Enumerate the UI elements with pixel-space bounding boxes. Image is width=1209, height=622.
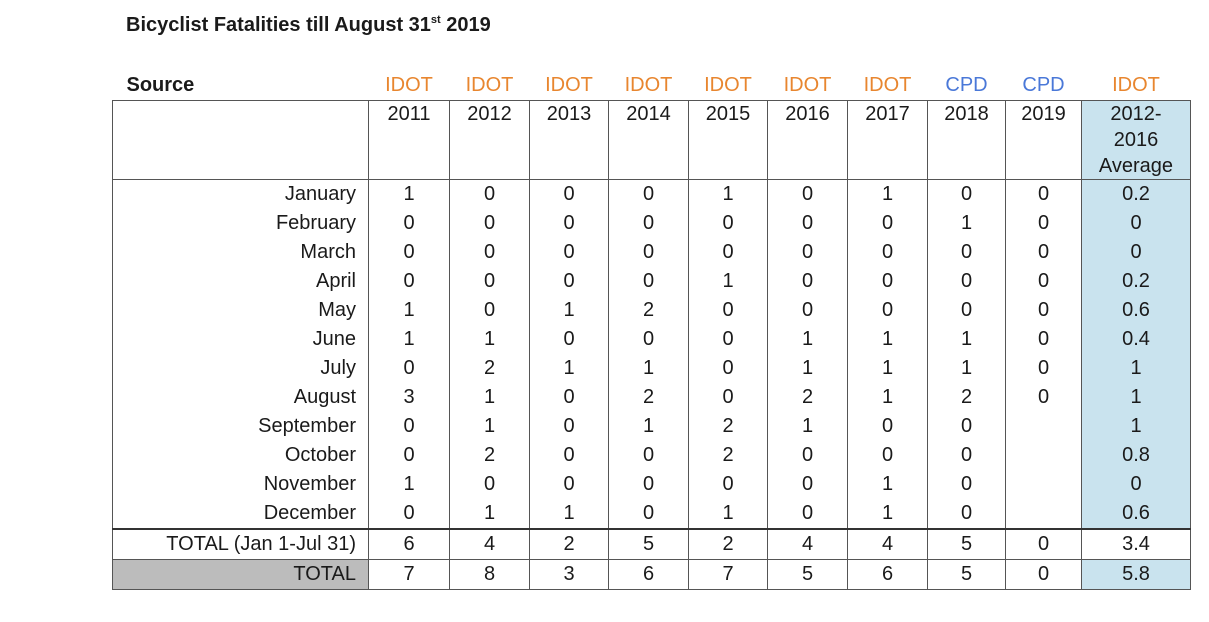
value-cell: 0 xyxy=(369,354,450,383)
month-label: September xyxy=(113,412,369,441)
average-header-line: 2016 xyxy=(1113,129,1159,151)
total-average: 5.8 xyxy=(1082,560,1191,590)
total-value: 3 xyxy=(530,560,609,590)
value-cell: 0 xyxy=(1006,180,1082,210)
value-cell: 0 xyxy=(450,470,530,499)
value-cell: 0 xyxy=(848,209,928,238)
month-row xyxy=(113,470,1191,499)
value-cell: 0 xyxy=(369,412,450,441)
value-cell: 0 xyxy=(928,238,1006,267)
month-row xyxy=(113,180,1191,210)
source-cell: IDOT xyxy=(465,74,514,96)
value-cell: 0 xyxy=(1006,238,1082,267)
value-cell: 2 xyxy=(609,296,689,325)
source-cell: CPD xyxy=(945,74,988,96)
value-cell: 1 xyxy=(689,499,768,529)
value-cell: 1 xyxy=(928,354,1006,383)
year-header-row xyxy=(113,101,1191,180)
value-cell: 1 xyxy=(369,180,450,210)
value-cell: 0 xyxy=(1006,296,1082,325)
value-cell: 1 xyxy=(450,499,530,529)
value-cell: 0 xyxy=(689,209,768,238)
month-label: June xyxy=(113,325,369,354)
value-cell: 1 xyxy=(768,325,848,354)
average-cell: 0 xyxy=(1082,470,1191,499)
year-header: 2018 xyxy=(928,101,1006,180)
month-label: August xyxy=(113,383,369,412)
value-cell: 0 xyxy=(1006,209,1082,238)
value-cell: 0 xyxy=(1006,354,1082,383)
value-cell: 0 xyxy=(609,499,689,529)
value-cell: 1 xyxy=(768,354,848,383)
value-cell: 0 xyxy=(928,267,1006,296)
value-cell: 0 xyxy=(768,296,848,325)
value-cell: 2 xyxy=(450,354,530,383)
source-cell: IDOT xyxy=(783,74,832,96)
month-row xyxy=(113,441,1191,470)
value-cell: 1 xyxy=(530,354,609,383)
value-cell xyxy=(1006,499,1082,529)
value-cell xyxy=(1006,441,1082,470)
value-cell: 1 xyxy=(450,412,530,441)
value-cell: 0 xyxy=(928,296,1006,325)
value-cell: 2 xyxy=(450,441,530,470)
value-cell: 0 xyxy=(530,267,609,296)
month-row xyxy=(113,296,1191,325)
value-cell: 0 xyxy=(369,209,450,238)
partial-total-value: 0 xyxy=(1006,529,1082,560)
value-cell: 2 xyxy=(689,412,768,441)
value-cell: 1 xyxy=(848,180,928,210)
value-cell: 0 xyxy=(369,267,450,296)
average-cell: 1 xyxy=(1082,412,1191,441)
average-cell: 0 xyxy=(1082,238,1191,267)
value-cell: 0 xyxy=(530,238,609,267)
partial-total-value: 5 xyxy=(928,529,1006,560)
value-cell: 1 xyxy=(848,325,928,354)
value-cell: 0 xyxy=(1006,325,1082,354)
partial-total-value: 4 xyxy=(768,529,848,560)
source-row xyxy=(113,70,1191,101)
value-cell: 0 xyxy=(450,296,530,325)
value-cell: 0 xyxy=(1006,383,1082,412)
value-cell: 1 xyxy=(928,325,1006,354)
average-cell: 0 xyxy=(1082,209,1191,238)
value-cell: 0 xyxy=(768,238,848,267)
value-cell: 0 xyxy=(530,441,609,470)
value-cell: 0 xyxy=(689,354,768,383)
value-cell: 1 xyxy=(848,383,928,412)
month-label: March xyxy=(113,238,369,267)
month-row xyxy=(113,412,1191,441)
value-cell: 1 xyxy=(450,383,530,412)
partial-total-value: 2 xyxy=(689,529,768,560)
year-header: 2016 xyxy=(768,101,848,180)
value-cell: 0 xyxy=(369,441,450,470)
month-label: July xyxy=(113,354,369,383)
month-row xyxy=(113,499,1191,529)
value-cell: 0 xyxy=(530,180,609,210)
month-label: April xyxy=(113,267,369,296)
total-value: 7 xyxy=(689,560,768,590)
month-label: November xyxy=(113,470,369,499)
value-cell: 1 xyxy=(928,209,1006,238)
value-cell: 0 xyxy=(609,325,689,354)
value-cell: 3 xyxy=(369,383,450,412)
month-row xyxy=(113,354,1191,383)
value-cell: 0 xyxy=(928,441,1006,470)
source-cell: IDOT xyxy=(1112,74,1160,96)
value-cell: 0 xyxy=(689,238,768,267)
partial-total-value: 5 xyxy=(609,529,689,560)
partial-total-label: TOTAL (Jan 1-Jul 31) xyxy=(113,529,369,560)
total-value: 7 xyxy=(369,560,450,590)
partial-total-value: 4 xyxy=(450,529,530,560)
value-cell: 1 xyxy=(530,499,609,529)
partial-total-row xyxy=(113,529,1191,560)
value-cell: 1 xyxy=(848,470,928,499)
value-cell: 2 xyxy=(768,383,848,412)
value-cell: 0 xyxy=(768,180,848,210)
year-header: 2017 xyxy=(848,101,928,180)
total-row xyxy=(113,560,1191,590)
value-cell: 1 xyxy=(689,267,768,296)
value-cell: 0 xyxy=(530,412,609,441)
value-cell: 0 xyxy=(609,238,689,267)
fatalities-table xyxy=(112,70,1191,590)
month-row xyxy=(113,383,1191,412)
average-cell: 1 xyxy=(1082,383,1191,412)
source-cell: IDOT xyxy=(704,74,752,96)
value-cell: 1 xyxy=(848,354,928,383)
value-cell: 0 xyxy=(689,383,768,412)
value-cell: 0 xyxy=(530,470,609,499)
average-header-line: 2012- xyxy=(1110,103,1162,125)
source-cell: IDOT xyxy=(545,74,593,96)
month-label: December xyxy=(113,499,369,529)
value-cell: 0 xyxy=(1006,267,1082,296)
value-cell: 0 xyxy=(609,441,689,470)
total-label: TOTAL xyxy=(113,560,369,590)
average-cell: 0.6 xyxy=(1082,296,1191,325)
value-cell: 1 xyxy=(369,470,450,499)
value-cell: 0 xyxy=(689,325,768,354)
value-cell: 0 xyxy=(609,470,689,499)
year-header: 2012 xyxy=(450,101,530,180)
total-value: 6 xyxy=(609,560,689,590)
average-header-line: Average xyxy=(1098,155,1174,177)
value-cell: 1 xyxy=(768,412,848,441)
total-value: 6 xyxy=(848,560,928,590)
month-label: January xyxy=(113,180,369,210)
value-cell: 0 xyxy=(450,238,530,267)
value-cell: 1 xyxy=(689,180,768,210)
value-cell: 0 xyxy=(369,499,450,529)
average-cell: 0.6 xyxy=(1082,499,1191,529)
total-value: 0 xyxy=(1006,560,1082,590)
value-cell: 0 xyxy=(928,499,1006,529)
value-cell: 0 xyxy=(689,296,768,325)
total-value: 8 xyxy=(450,560,530,590)
value-cell: 0 xyxy=(609,180,689,210)
value-cell: 1 xyxy=(609,412,689,441)
value-cell: 0 xyxy=(450,267,530,296)
value-cell: 2 xyxy=(689,441,768,470)
year-header: 2011 xyxy=(369,101,450,180)
value-cell: 0 xyxy=(848,412,928,441)
month-row xyxy=(113,238,1191,267)
value-cell: 1 xyxy=(450,325,530,354)
value-cell: 0 xyxy=(450,209,530,238)
value-cell: 0 xyxy=(609,267,689,296)
partial-total-value: 4 xyxy=(848,529,928,560)
value-cell: 0 xyxy=(848,441,928,470)
source-cell: IDOT xyxy=(863,74,912,96)
page-title: Bicyclist Fatalities till August 31st 2019 xyxy=(126,14,491,36)
total-value: 5 xyxy=(928,560,1006,590)
value-cell: 0 xyxy=(530,209,609,238)
value-cell: 0 xyxy=(768,441,848,470)
average-header xyxy=(1082,101,1191,180)
value-cell: 1 xyxy=(369,325,450,354)
month-row xyxy=(113,267,1191,296)
month-label: October xyxy=(113,441,369,470)
partial-total-value: 6 xyxy=(369,529,450,560)
source-cell: CPD xyxy=(1022,74,1065,96)
year-header: 2019 xyxy=(1006,101,1082,180)
average-cell: 0.2 xyxy=(1082,267,1191,296)
year-header: 2015 xyxy=(689,101,768,180)
average-cell: 0.8 xyxy=(1082,441,1191,470)
month-row xyxy=(113,325,1191,354)
value-cell: 2 xyxy=(609,383,689,412)
value-cell: 0 xyxy=(848,267,928,296)
value-cell: 0 xyxy=(848,296,928,325)
month-label: May xyxy=(113,296,369,325)
year-header: 2013 xyxy=(530,101,609,180)
value-cell xyxy=(1006,412,1082,441)
value-cell: 1 xyxy=(609,354,689,383)
value-cell: 0 xyxy=(928,412,1006,441)
value-cell: 0 xyxy=(928,180,1006,210)
average-cell: 0.4 xyxy=(1082,325,1191,354)
header-blank-cell xyxy=(113,101,369,180)
value-cell: 0 xyxy=(768,267,848,296)
average-cell: 1 xyxy=(1082,354,1191,383)
value-cell: 0 xyxy=(848,238,928,267)
source-label: Source xyxy=(126,74,195,96)
value-cell xyxy=(1006,470,1082,499)
value-cell: 0 xyxy=(609,209,689,238)
value-cell: 1 xyxy=(530,296,609,325)
source-cell: IDOT xyxy=(624,74,673,96)
value-cell: 0 xyxy=(530,325,609,354)
value-cell: 0 xyxy=(450,180,530,210)
total-value: 5 xyxy=(768,560,848,590)
value-cell: 0 xyxy=(768,470,848,499)
value-cell: 0 xyxy=(768,499,848,529)
average-cell: 0.2 xyxy=(1082,180,1191,210)
year-header: 2014 xyxy=(609,101,689,180)
value-cell: 2 xyxy=(928,383,1006,412)
value-cell: 0 xyxy=(530,383,609,412)
value-cell: 0 xyxy=(768,209,848,238)
partial-total-average: 3.4 xyxy=(1082,529,1191,560)
value-cell: 0 xyxy=(369,238,450,267)
value-cell: 0 xyxy=(928,470,1006,499)
month-label: February xyxy=(113,209,369,238)
value-cell: 1 xyxy=(369,296,450,325)
partial-total-value: 2 xyxy=(530,529,609,560)
value-cell: 0 xyxy=(689,470,768,499)
source-cell: IDOT xyxy=(385,74,433,96)
value-cell: 1 xyxy=(848,499,928,529)
month-row xyxy=(113,209,1191,238)
